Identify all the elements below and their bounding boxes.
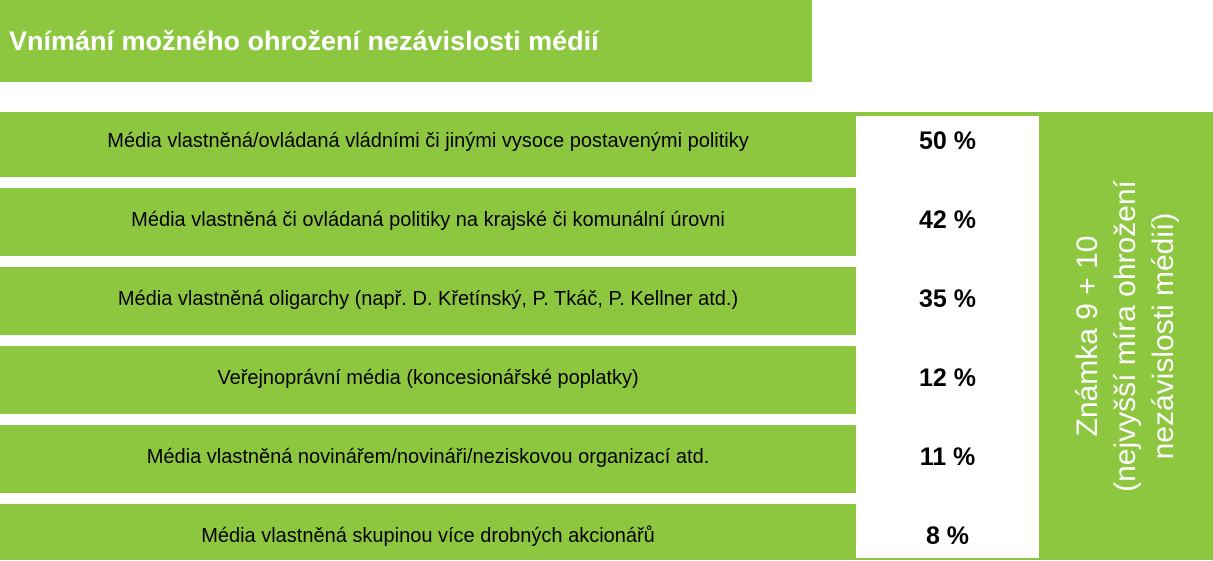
side-label-line3: nezávislosti médií) — [1147, 212, 1180, 460]
category-label: Média vlastněná/ovládaná vládními či jinými vysoce postavenými politiky — [107, 129, 749, 152]
category-label: Média vlastněná oligarchy (např. D. Křetínský, P. Tkáč, P. Kellner atd.) — [117, 287, 739, 310]
row-separator — [0, 177, 856, 188]
value-label: 11 % — [919, 442, 976, 471]
row-separator — [0, 256, 856, 267]
category-label: Veřejnoprávní média (koncesionářské poplatky) — [217, 366, 639, 389]
side-label — [1039, 112, 1213, 560]
category-label: Média vlastněná či ovládaná politiky na krajské či komunální úrovni — [131, 208, 725, 231]
row-separator — [0, 414, 856, 425]
row-separator — [0, 493, 856, 504]
category-label: Média vlastněná novinářem/novináři/neziskovou organizací atd. — [146, 445, 710, 468]
value-label: 42 % — [919, 205, 976, 234]
value-column — [856, 116, 1039, 558]
title-bar — [0, 0, 812, 82]
side-label-text — [1069, 180, 1183, 492]
value-label: 35 % — [919, 284, 976, 313]
side-label-line1: Známka 9 + 10 — [1071, 235, 1104, 437]
category-label: Média vlastněná skupinou více drobných akcionářů — [201, 524, 655, 547]
row-separator — [0, 335, 856, 346]
value-label: 50 % — [919, 126, 976, 155]
side-label-line2: (nejvyšší míra ohrožení — [1109, 180, 1142, 492]
value-label: 12 % — [919, 363, 976, 392]
chart-title: Vnímání možného ohrožení nezávislosti médií — [9, 25, 599, 56]
value-label: 8 % — [925, 521, 970, 550]
